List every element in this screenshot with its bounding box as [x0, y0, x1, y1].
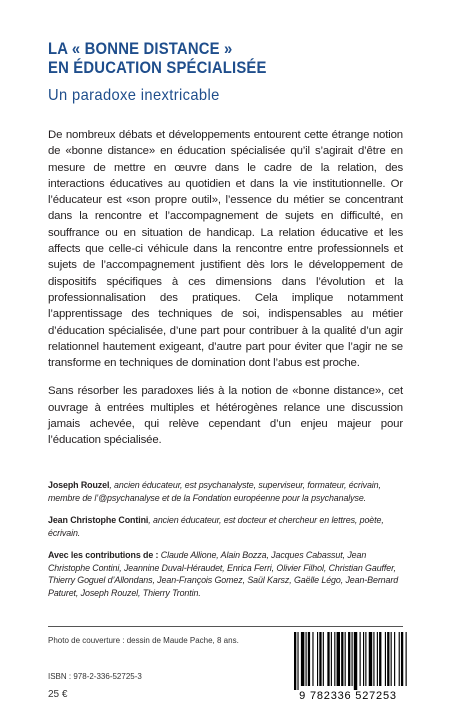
barcode-bar	[399, 632, 400, 686]
barcode-bar	[379, 632, 381, 686]
barcode-bar	[387, 632, 389, 686]
barcode-bar	[327, 632, 329, 686]
barcode-bar	[312, 632, 313, 686]
author-1-name: Joseph Rouzel	[48, 480, 110, 490]
cover-credit: Photo de couverture : dessin de Maude Pache, 8 ans.	[48, 636, 239, 645]
barcode-bar	[377, 632, 378, 686]
blurb-paragraph-1: De nombreux débats et développements entourent cette étrange notion de «bonne distance» en éducation spécialisée qu’il s’agirait d’être en mesure de mettre en œuvre dans le cadre de la relation, des interactions éducatives au quotidien et dans la vie institutionnelle. Or l’éducateur est «son propre outil», l’essence du métier se concentrant dans la rencontre et l’accompagnement de sujets en difficulté, en souffrance ou en situation de handicap. La relation éducative et les affects que celle-ci véhicule dans la rencontre entre professionnels et sujets de l’accompagnement justifient dès lors le développement de dispositifs spécifiques à ces dimensions dans l’évolution et la professionnalisation des pratiques. Cela implique notamment l’apprentissage des techniques de soi, indispensables au métier d’éducation spécialisée, d’une part pour contribuer à la qualité d’un agir relationnel hautement exigeant, d’autre part pour éviter que l’agir ne se transforme en techniques de domination dont l’abus est proche.	[48, 129, 403, 370]
barcode-icon	[286, 630, 410, 692]
contributions-list: Claude Allione, Alain Bozza, Jacques Cabassut, Jean Christophe Contini, Jeannine Duval-Héraudet, Enrica Ferri, Olivier Filhol, Christian Gauffer, Thierry Goguel d’Allondans, Jean-François Gomez, Saül Karsz, Gaëlle Légo, Jean-Bernard Paturet, Joseph Rouzel, Thierry Trontin.	[48, 550, 399, 598]
barcode-bar	[294, 632, 296, 690]
isbn: ISBN : 978-2-336-52725-3	[48, 672, 142, 681]
barcode-bar	[331, 632, 332, 686]
barcode-bar	[301, 632, 304, 686]
barcode-bar	[323, 632, 324, 686]
barcode-bar	[401, 632, 403, 686]
back-cover-blurb	[48, 127, 403, 461]
book-title	[48, 40, 372, 78]
barcode-bar	[337, 632, 340, 686]
barcode-bar	[297, 632, 298, 690]
author-2-bio: , ancien éducateur, est docteur et chercheur en lettres, poète, écrivain.	[48, 515, 384, 538]
barcode-bar	[391, 632, 392, 686]
author-note-2	[48, 514, 403, 539]
barcode-bar	[369, 632, 372, 686]
barcode-bar	[385, 632, 386, 686]
barcode-bar	[365, 632, 366, 686]
barcode-bar	[354, 632, 357, 690]
barcode-bar	[319, 632, 321, 686]
barcode-bar	[373, 632, 374, 686]
barcode-bar	[308, 632, 310, 686]
author-notes	[48, 479, 403, 609]
title-line-2: EN ÉDUCATION SPÉCIALISÉE	[48, 59, 267, 77]
barcode-bar	[306, 632, 307, 686]
barcode-bar	[352, 632, 353, 686]
title-line-1: LA « BONNE DISTANCE »	[48, 40, 233, 58]
author-note-1	[48, 479, 403, 504]
barcode-bar	[348, 632, 350, 686]
barcode-bar	[394, 632, 395, 686]
barcode-digits: 9 782336 527253	[299, 690, 397, 702]
author-1-bio: , ancien éducateur, est psychanalyste, superviseur, formateur, écrivain, membre de l’@psychanalyse et de la Fondation européenne pour la psychanalyse.	[48, 480, 381, 503]
barcode-bar	[341, 632, 343, 686]
barcode-bar	[334, 632, 335, 686]
divider-line	[48, 626, 403, 627]
price: 25 €	[48, 689, 68, 700]
barcode-bar	[345, 632, 346, 686]
blurb-paragraph-2: Sans résorber les paradoxes liés à la notion de «bonne distance», cet ouvrage à entrées multiples et hétérogènes relance une discussion jamais achevée, qui relève cependant d’un enjeu majeur pour l’éducation spécialisée.	[48, 385, 403, 447]
author-2-name: Jean Christophe Contini	[48, 515, 149, 525]
barcode-bar	[406, 632, 407, 686]
book-subtitle: Un paradoxe inextricable	[48, 87, 220, 104]
contributions-note	[48, 549, 403, 599]
barcode-bar	[317, 632, 318, 686]
barcode-bar	[363, 632, 364, 686]
contributions-label: Avec les contributions de :	[48, 550, 159, 560]
barcode-bar	[360, 632, 361, 686]
barcode	[286, 630, 410, 710]
